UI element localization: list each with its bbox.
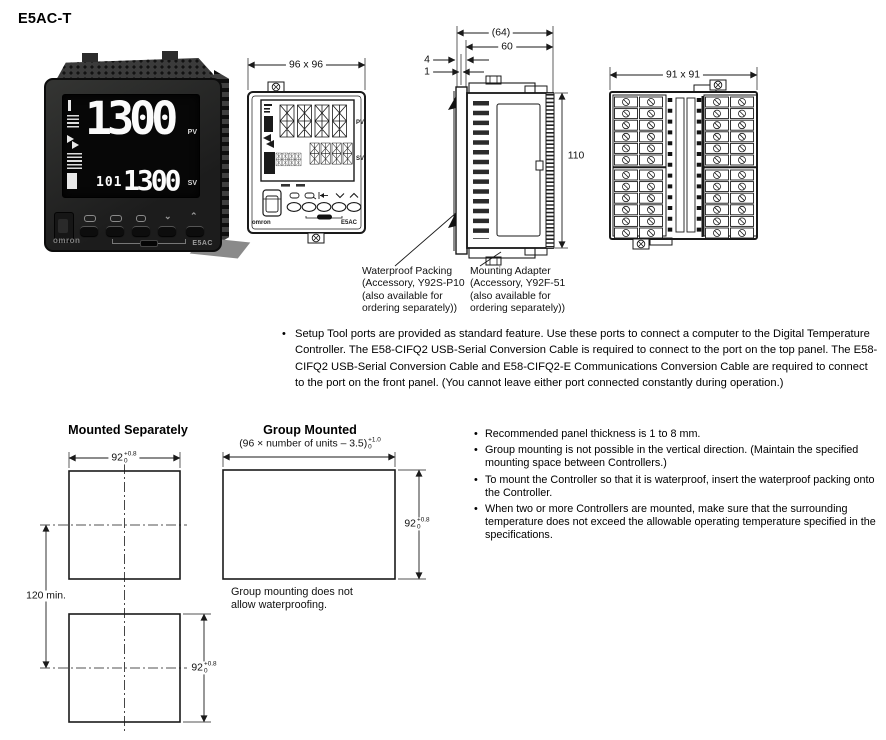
note-item: • To mount the Controller so that it is waterproof, insert the waterproof packing onto the Controller. (474, 473, 875, 499)
front-sv-label: SV (356, 156, 365, 162)
setup-tool-note-text: Setup Tool ports are provided as standard feature. Use these ports to connect a computer to the Digital Temperature Controller. The E58-CIFQ2 USB-Serial Conversion Cable is required to connect to the port on the top panel. The E58-CIFQ2 USB-Serial Conversion Cable and E58-CIFQ2-E Communications Conversion Cable are required to connect to the port on the front panel. (You cannot leave either port connected constantly during operation.) (295, 328, 878, 390)
group-height-dim: 92 +0.8 0 (401, 517, 432, 530)
note-item: • When two or more Controllers are mounted, make sure that the surrounding temperature does not exceed the allowable operating temperature specified in the specifications. (474, 503, 876, 542)
side-depth-total-dim: (64) (489, 28, 513, 39)
side-depth-body-dim: 60 (498, 42, 516, 53)
cutout-height-dim: 92 +0.8 0 (188, 661, 219, 674)
rear-view-drawing (610, 67, 757, 249)
cutout-width-dim: 92 +0.8 0 (108, 451, 139, 464)
sv-index: 101 (96, 175, 123, 190)
level-button (80, 226, 98, 236)
sv-value: 1300 (123, 164, 179, 197)
group-mounted-drawing (223, 452, 426, 579)
brand-logo: omron (53, 236, 81, 245)
lcd-block-icon (67, 173, 77, 189)
mode-key-icon (110, 215, 122, 222)
front-size-dim: 96 x 96 (286, 60, 326, 71)
mode-button (106, 226, 124, 236)
up-button (186, 226, 204, 236)
note-item: • Group mounting is not possible in the vertical direction. (Maintain the specified mounting space between Controllers.) (474, 444, 859, 470)
sv-label: SV (187, 180, 197, 187)
page-title: E5AC-T (18, 11, 72, 27)
model-label: E5AC (192, 240, 213, 247)
front-pv-label: PV (356, 120, 365, 126)
up-key-icon: ⌃ (190, 211, 198, 221)
down-key-icon: ⌄ (164, 211, 172, 221)
note-item: • Recommended panel thickness is 1 to 8 mm. (474, 428, 701, 440)
min-spacing-dim: 120 min. (23, 591, 69, 602)
lcd-menu-icon (67, 153, 82, 171)
key-bracket-tag (140, 240, 158, 247)
shift-button (132, 226, 150, 236)
group-mounting-note: Group mounting does not allow waterproofing. (231, 586, 353, 611)
pv-label: PV (187, 129, 197, 136)
shift-key-icon (136, 215, 146, 222)
lcd-arrow-icon (72, 141, 79, 149)
bullet: • (282, 328, 286, 340)
level-key-icon (84, 215, 96, 222)
mounting-notes (474, 428, 878, 546)
pv-value: 1300 (85, 92, 174, 145)
front-model-label: E5AC (341, 220, 358, 226)
front-brand-label: omron (252, 220, 271, 226)
lcd-menu-icon (67, 115, 79, 129)
side-height-dim: 110 (567, 150, 585, 162)
mounted-separately-title: Mounted Separately (68, 423, 188, 437)
front-view-drawing (248, 58, 365, 243)
group-width-dim: (96 × number of units – 3.5) +1.0 0 (239, 436, 381, 450)
waterproof-packing-label: Waterproof Packing (Accessory, Y92S-P10 (also available for ordering separately)) (362, 266, 465, 314)
photo-front-face (44, 78, 222, 252)
lcd-bar-icon (68, 100, 71, 111)
mounting-adapter-label: Mounting Adapter (Accessory, Y92F-51 (also available for ordering separately)) (470, 266, 566, 314)
rear-size-dim: 91 x 91 (663, 70, 703, 81)
setup-tool-note (282, 326, 878, 392)
side-gap-dim: 1 (421, 67, 433, 78)
photo-display (62, 94, 200, 198)
group-mounted-title: Group Mounted (263, 423, 357, 437)
side-bezel-dim: 4 (421, 55, 433, 66)
down-button (158, 226, 176, 236)
